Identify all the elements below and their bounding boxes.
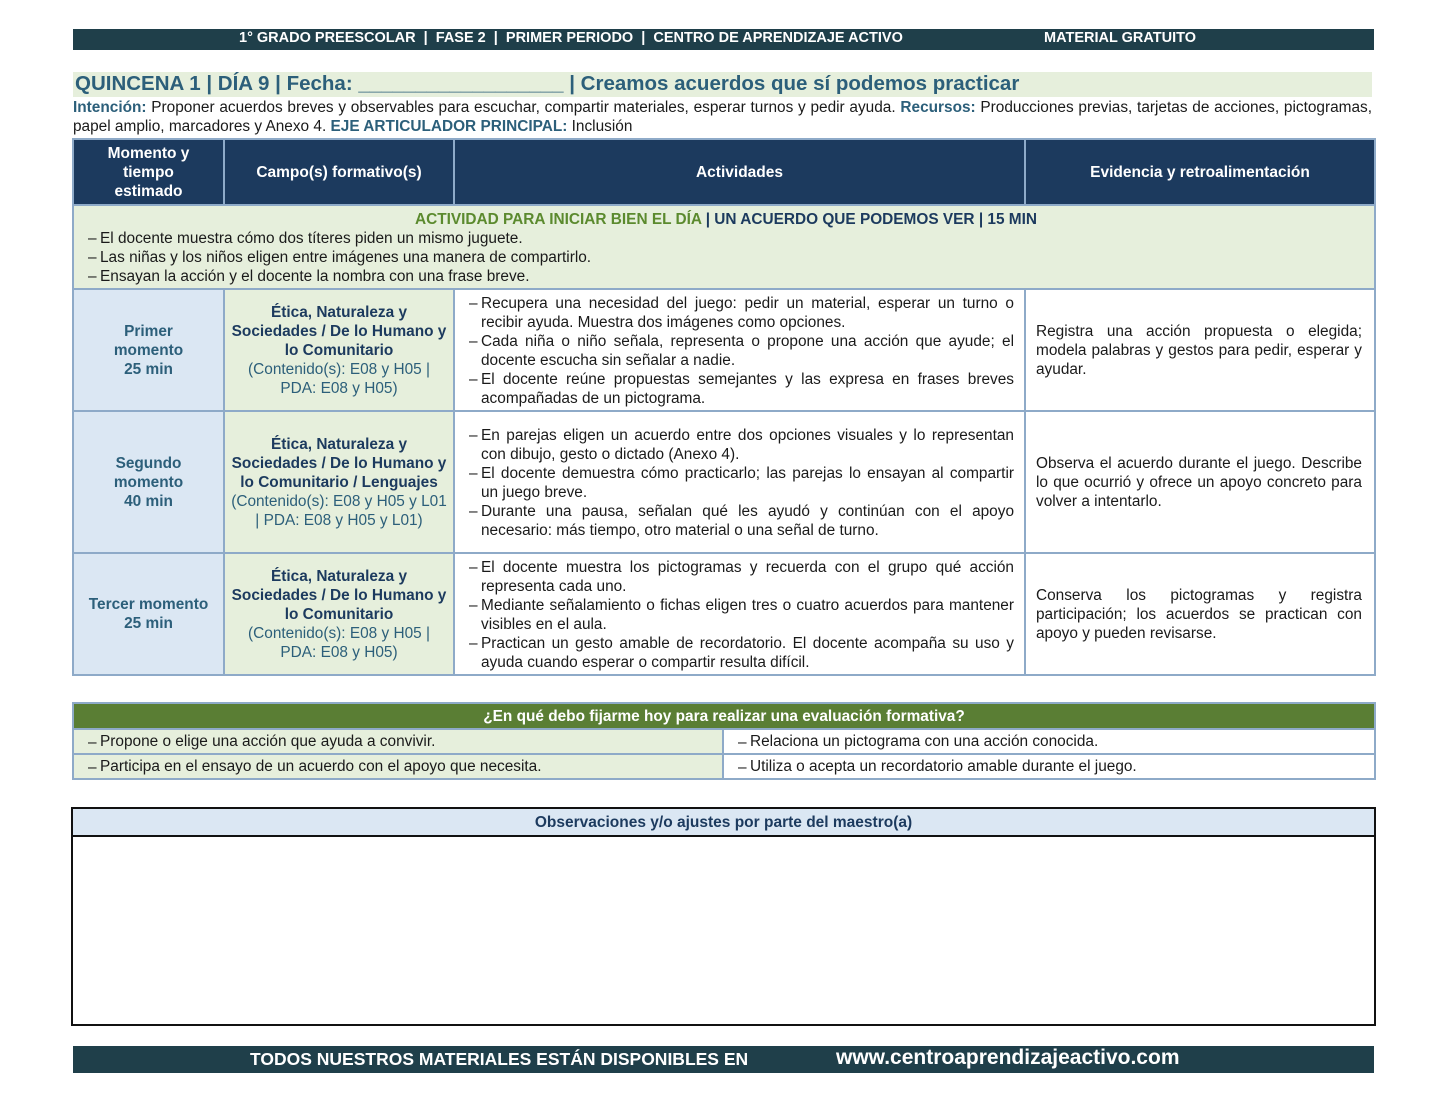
evaluation-item <box>723 729 1375 754</box>
activities-cell <box>454 411 1025 553</box>
session-title-bar <box>73 72 1372 97</box>
evaluation-item <box>73 729 723 754</box>
table-row <box>73 754 1375 779</box>
activities-list <box>469 294 1014 408</box>
top-banner <box>73 29 1374 50</box>
list-item: – El docente muestra cómo dos títeres piden un mismo juguete. <box>88 229 1364 248</box>
footer-banner <box>73 1046 1374 1073</box>
session-title: QUINCENA 1 | DÍA 9 | Fecha: __________________ | Creamos acuerdos que sí podemos practicar <box>75 72 1020 95</box>
day-start-title-rest: | UN ACUERDO QUE PODEMOS VER | 15 MIN <box>701 210 1038 228</box>
activities-list <box>469 426 1014 540</box>
intention-text: Proponer acuerdos breves y observables para escuchar, compartir materiales, esperar turnos y pedir ayuda. <box>146 99 901 116</box>
campo-cell <box>224 289 454 411</box>
moment-time: 25 min <box>124 360 173 378</box>
observations-box <box>71 807 1376 1026</box>
list-item: – El docente reúne propuestas semejantes y las expresa en frases breves acompañadas de un pictograma. <box>469 370 1014 408</box>
top-banner-grade-info: 1° GRADO PREESCOLAR | FASE 2 | PRIMER PERIODO | CENTRO DE APRENDIZAJE ACTIVO <box>239 30 903 46</box>
resources-label: Recursos: <box>900 99 976 116</box>
evaluation-item-text: – Propone o elige una acción que ayuda a convivir. <box>88 733 435 750</box>
campo-content: (Contenido(s): E08 y H05 y L01 | PDA: E08 y H05 y L01) <box>231 492 447 529</box>
evidence-cell: Conserva los pictogramas y registra participación; los acuerdos se practican con apoyo y pueden revisarse. <box>1025 553 1375 675</box>
header-moment: Momento y tiempo estimado <box>73 139 224 205</box>
list-item: – Practican un gesto amable de recordatorio. El docente acompaña su uso y ayuda cuando esperar o compartir resulta difícil. <box>469 634 1014 672</box>
list-item: – Ensayan la acción y el docente la nombra con una frase breve. <box>88 267 1364 286</box>
moment-name: Segundo momento <box>113 454 184 491</box>
campo-name: Ética, Naturaleza y Sociedades / De lo Humano y lo Comunitario <box>231 303 447 359</box>
list-item: – Cada niña o niño señala, representa o propone una acción que ayude; el docente escucha sin señalar a nadie. <box>469 332 1014 370</box>
table-row <box>73 411 1375 553</box>
table-row <box>73 553 1375 675</box>
lesson-plan-table <box>72 138 1376 676</box>
campo-name: Ética, Naturaleza y Sociedades / De lo Humano y lo Comunitario <box>231 567 447 623</box>
evaluation-item-text: – Relaciona un pictograma con una acción conocida. <box>738 733 1098 750</box>
header-campo: Campo(s) formativo(s) <box>224 139 454 205</box>
intention-label: Intención: <box>73 99 147 116</box>
campo-cell <box>224 553 454 675</box>
table-row <box>73 729 1375 754</box>
footer-website-link[interactable]: www.centroaprendizajeactivo.com <box>836 1046 1180 1069</box>
activities-cell <box>454 289 1025 411</box>
list-item: – El docente muestra los pictogramas y recuerda con el grupo qué acción representa cada uno. <box>469 558 1014 596</box>
moment-cell <box>73 553 224 675</box>
moment-cell <box>73 411 224 553</box>
campo-content: (Contenido(s): E08 y H05 | PDA: E08 y H05) <box>248 360 430 397</box>
moment-cell <box>73 289 224 411</box>
activities-list <box>469 558 1014 672</box>
footer-availability-text: TODOS NUESTROS MATERIALES ESTÁN DISPONIBLES EN <box>250 1049 749 1069</box>
day-start-title-green: ACTIVIDAD PARA INICIAR BIEN EL DÍA <box>414 210 702 228</box>
moment-time: 40 min <box>124 492 173 510</box>
axis-label: EJE ARTICULADOR PRINCIPAL: <box>330 118 568 135</box>
evaluation-item-text: – Utiliza o acepta un recordatorio amable durante el juego. <box>738 758 1137 775</box>
list-item: – Recupera una necesidad del juego: pedir un material, esperar un turno o recibir ayuda. Muestra dos imágenes como opciones. <box>469 294 1014 332</box>
campo-name: Ética, Naturaleza y Sociedades / De lo Humano y lo Comunitario / Lenguajes <box>231 435 447 491</box>
header-activities: Actividades <box>454 139 1025 205</box>
top-banner-free-material: MATERIAL GRATUITO <box>1044 30 1196 46</box>
evaluation-title: ¿En qué debo fijarme hoy para realizar una evaluación formativa? <box>73 703 1375 729</box>
evaluation-item <box>723 754 1375 779</box>
list-item: – En parejas eligen un acuerdo entre dos opciones visuales y lo representan con dibujo, gesto o dictado (Anexo 4). <box>469 426 1014 464</box>
table-header-row <box>73 139 1375 205</box>
list-item: – Las niñas y los niños eligen entre imágenes una manera de compartirlo. <box>88 248 1364 267</box>
list-item: – Mediante señalamiento o fichas eligen tres o cuatro acuerdos para mantener visibles en el aula. <box>469 596 1014 634</box>
day-start-cell <box>73 205 1375 289</box>
evaluation-header-row <box>73 703 1375 729</box>
evaluation-item-text: – Participa en el ensayo de un acuerdo con el apoyo que necesita. <box>88 758 542 775</box>
evaluation-item <box>73 754 723 779</box>
list-item: – El docente demuestra cómo practicarlo; las parejas lo ensayan al compartir un juego breve. <box>469 464 1014 502</box>
activities-cell <box>454 553 1025 675</box>
evidence-cell: Observa el acuerdo durante el juego. Describe lo que ocurrió y ofrece un apoyo concreto para volver a intentarlo. <box>1025 411 1375 553</box>
observations-title: Observaciones y/o ajustes por parte del maestro(a) <box>73 809 1374 837</box>
campo-cell <box>224 411 454 553</box>
moment-time: 25 min <box>124 615 173 632</box>
observations-writing-area[interactable] <box>73 837 1374 1024</box>
axis-text: Inclusión <box>567 118 633 135</box>
header-evidence: Evidencia y retroalimentación <box>1025 139 1375 205</box>
formative-evaluation-table <box>72 702 1376 780</box>
resources-text: Producciones previas, tarjetas de acciones, pictogramas, papel amplio, marcadores y Anexo 4. <box>73 99 1372 135</box>
evidence-cell: Registra una acción propuesta o elegida; modela palabras y gestos para pedir, esperar y ayudar. <box>1025 289 1375 411</box>
day-start-list <box>88 229 1364 286</box>
intention-paragraph <box>73 98 1372 136</box>
list-item: – Durante una pausa, señalan qué les ayudó y continúan con el apoyo necesario: más tiempo, otro material o una señal de turno. <box>469 502 1014 540</box>
day-start-title <box>88 210 1364 229</box>
day-start-row <box>73 205 1375 289</box>
moment-name: Primer momento <box>113 322 184 359</box>
moment-name: Tercer momento <box>88 596 209 613</box>
campo-content: (Contenido(s): E08 y H05 | PDA: E08 y H05) <box>248 624 430 661</box>
table-row <box>73 289 1375 411</box>
